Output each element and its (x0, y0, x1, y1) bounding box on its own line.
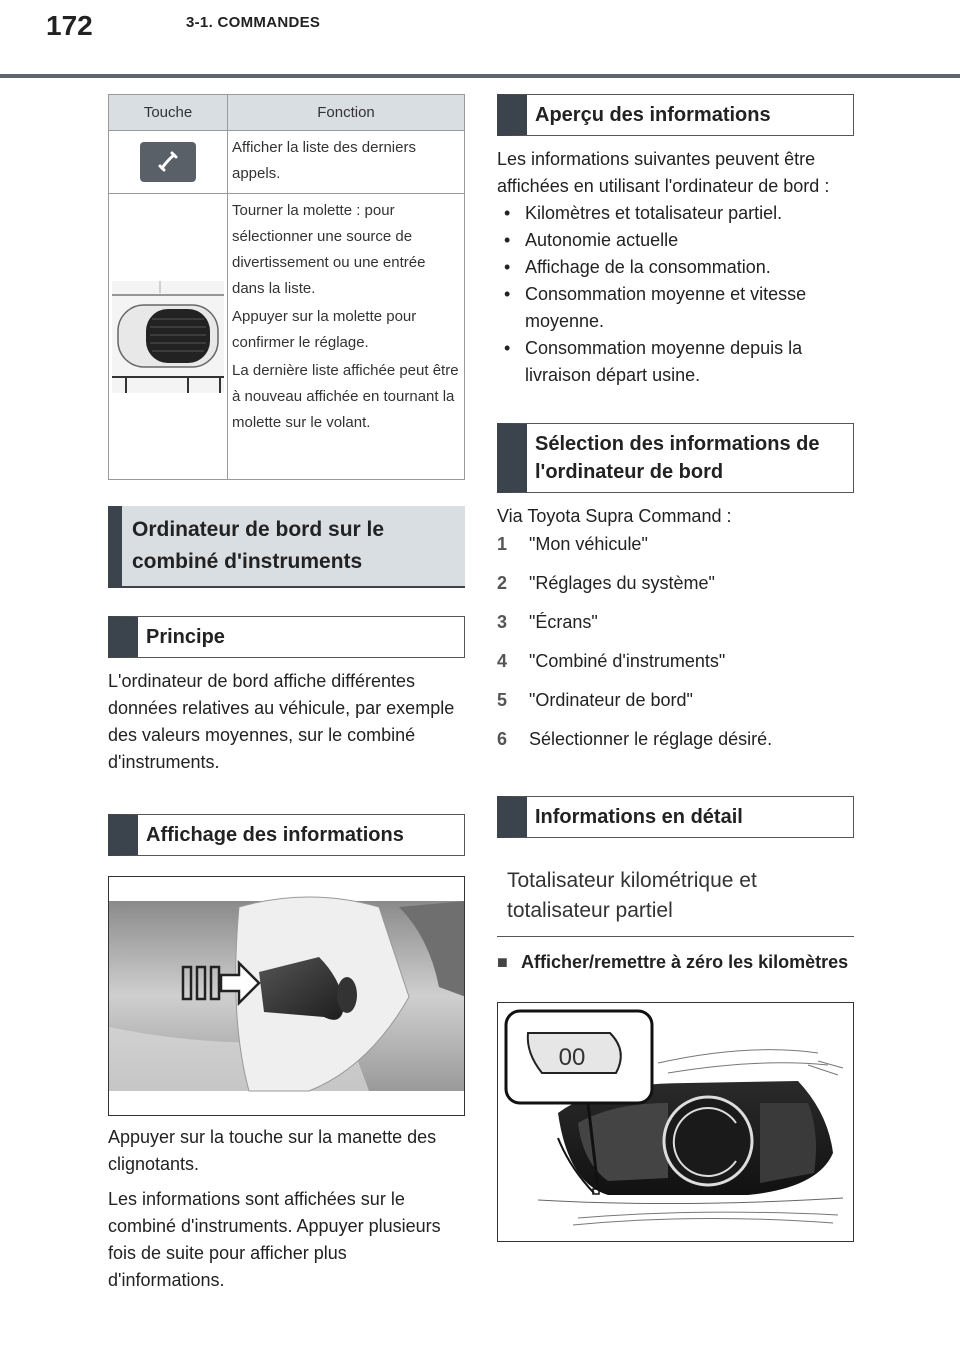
reset-item (497, 949, 854, 976)
phone-icon (140, 142, 196, 182)
list-item: • Consommation moyenne depuis la livraison départ usine. (497, 335, 854, 389)
step-item (497, 534, 854, 573)
function-text: Tourner la molette : pour sélectionner une source de divertissement ou une entrée dans la liste. (232, 202, 426, 297)
key-function-table (108, 94, 465, 480)
step-number: 3 (497, 612, 508, 632)
step-text: Sélectionner le réglage désiré. (529, 729, 773, 749)
chapter-title: 3-1. COMMANDES (186, 14, 321, 31)
page-number: 172 (46, 10, 93, 41)
subsection-title-selection: Sélection des informations de l'ordinateur de bord (497, 423, 854, 493)
selection-intro: Via Toyota Supra Command : (497, 506, 732, 526)
subsection-title-detail: Informations en détail (497, 796, 854, 838)
subsection-title-principle: Principe (108, 616, 465, 658)
overview-text-block (497, 146, 854, 200)
odometer-title: Totalisateur kilométrique et totalisateur partiel (497, 866, 854, 937)
step-number: 6 (497, 729, 508, 749)
square-bullet-icon: ■ (497, 952, 508, 972)
key-cell (109, 131, 228, 194)
reset-item-text: Afficher/remettre à zéro les kilomètres (521, 952, 849, 972)
display-text-block (108, 1124, 465, 1294)
display-text-2: Les informations sont affichées sur le combiné d'instruments. Appuyer plusieurs fois de suite pour afficher plus d'informations. (108, 1189, 441, 1290)
odometer-button-label: 00 (558, 1044, 586, 1071)
instrument-cluster-figure (497, 1002, 854, 1242)
step-text: "Combiné d'instruments" (529, 651, 726, 671)
turn-signal-lever-figure (108, 876, 465, 1116)
step-text: "Réglages du système" (529, 573, 715, 593)
table-row (109, 131, 465, 194)
step-item (497, 690, 854, 729)
step-item (497, 573, 854, 612)
subsection-title-display: Affichage des informations (108, 814, 465, 856)
selection-steps (497, 534, 854, 768)
selection-text-block (497, 503, 854, 530)
section-title-onboard-computer: Ordinateur de bord sur le combiné d'instruments (108, 506, 465, 588)
table-header-function: Fonction (228, 95, 465, 131)
step-number: 2 (497, 573, 508, 593)
function-cell (228, 194, 465, 480)
list-item: • Affichage de la consommation. (497, 254, 854, 281)
step-text: "Écrans" (529, 612, 598, 632)
function-cell (228, 131, 465, 194)
display-text-1: Appuyer sur la touche sur la manette des clignotants. (108, 1127, 437, 1174)
header-rule (0, 74, 960, 78)
step-item (497, 651, 854, 690)
subsection-title-overview: Aperçu des informations (497, 94, 854, 136)
left-column (108, 94, 465, 1302)
table-row (109, 194, 465, 480)
step-text: "Ordinateur de bord" (529, 690, 693, 710)
overview-list (497, 200, 854, 389)
thumbwheel-icon (112, 281, 224, 393)
table-header-key: Touche (109, 95, 228, 131)
function-text: La dernière liste affichée peut être à nouveau affichée en tournant la molette sur le volant. (232, 362, 459, 431)
principle-text: L'ordinateur de bord affiche différentes données relatives au véhicule, par exemple des valeurs moyennes, sur le combiné d'instruments. (108, 671, 455, 772)
step-number: 5 (497, 690, 508, 710)
function-text: Afficher la liste des derniers appels. (232, 139, 416, 182)
page-header (0, 0, 960, 80)
step-text: "Mon véhicule" (529, 534, 648, 554)
table-header-row (109, 95, 465, 131)
overview-intro: Les informations suivantes peuvent être affichées en utilisant l'ordinateur de bord : (497, 149, 830, 196)
function-text: Appuyer sur la molette pour confirmer le réglage. (232, 308, 417, 351)
principle-text-block (108, 668, 465, 776)
step-item (497, 612, 854, 651)
step-item (497, 729, 854, 768)
list-item: • Autonomie actuelle (497, 227, 854, 254)
list-item: • Kilomètres et totalisateur partiel. (497, 200, 854, 227)
step-number: 4 (497, 651, 508, 671)
list-item: • Consommation moyenne et vitesse moyenne. (497, 281, 854, 335)
right-column (497, 94, 854, 1242)
step-number: 1 (497, 534, 508, 554)
key-cell (109, 194, 228, 480)
